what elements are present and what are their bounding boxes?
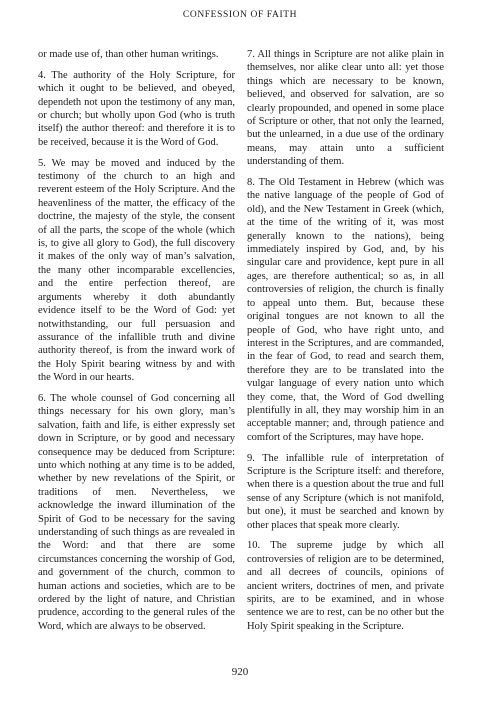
paragraph-7: 7. All things in Scripture are not alike plain in themselves, nor alike clear unto all: yet those things which are necessary to be known, believed, and observed for salvation, are so clearly propounded, and opened in some place of Scripture or other, that not only the learned, but the unlearned, in a due use of the ordinary means, may attain unto a sufficient understanding of them. — [247, 49, 444, 168]
paragraph-8: 8. The Old Testament in Hebrew (which was the native language of the people of God of old), and the New Testament in Greek (which, at the time of the writing of it, was most generally known to the nations), being immediately inspired by God, and, by his singular care and providence, kept pure in all ages, are therefore authentical; so as, in all controversies of religion, the church is finally to appeal unto them. But, because these original tongues are not known to all the people of God, who have right unto, and interest in the Scriptures, and are commanded, in the fear of God, to read and search them, therefore they are to be translated into the vulgar language of every nation unto which they come, that, the Word of God dwelling plentifully in all, they may worship him in an acceptable manner; and, through patience and comfort of the Scriptures, may have hope. — [247, 177, 444, 443]
paragraph-continuation: or made use of, than other human writings. — [38, 49, 219, 60]
left-column — [38, 48, 235, 641]
paragraph-9: 9. The infallible rule of interpretation of Scripture is the Scripture itself: and therefore, when there is a question about the true and full sense of any Scripture (which is not manifold, but one), it must be searched and known by other places that speak more clearly. — [247, 452, 444, 531]
paragraph-10: 10. The supreme judge by which all controversies of religion are to be determined, and all decrees of councils, opinions of ancient writers, doctrines of men, and private spirits, are to be examined, and in whose sentence we are to rest, can be no other but the Holy Spirit speaking in the Scripture. — [247, 540, 444, 632]
page-number: 920 — [231, 666, 249, 678]
running-header: CONFESSION OF FAITH — [182, 10, 298, 20]
right-column — [247, 48, 444, 641]
paragraph-6: 6. The whole counsel of God concerning all things necessary for his own glory, man’s salvation, faith and life, is either expressly set down in Scripture, or by good and necessary consequence may be deduced from Scripture: unto which nothing at any time is to be added, whether by new revelations of the Spirit, or traditions of men. Nevertheless, we acknowledge the inward illumination of the Spirit of God to be necessary for the saving understanding of such things as are revealed in the Word: and that there are some circumstances concerning the worship of God, and government of the church, common to human actions and societies, which are to be ordered by the light of nature, and Christian prudence, according to the general rules of the Word, which are always to be observed. — [38, 392, 235, 632]
paragraph-4: 4. The authority of the Holy Scripture, for which it ought to be believed, and obeyed, dependeth not upon the testimony of any man, or church; but wholly upon God (who is truth itself) the author thereof: and therefore it is to be received, because it is the Word of God. — [38, 69, 235, 148]
paragraph-5: 5. We may be moved and induced by the testimony of the church to an high and reverent esteem of the Holy Scripture. And the heavenliness of the matter, the efficacy of the doctrine, the majesty of the style, the consent of all the parts, the scope of the whole (which is, to give all glory to God), the full discovery it makes of the only way of man’s salvation, the many other incomparable excellencies, and the entire perfection thereof, are arguments whereby it doth abundantly evidence itself to be the Word of God: yet notwithstanding, our full persuasion and assurance of the infallible truth and divine authority thereof, is from the inward work of the Holy Spirit bearing witness by and with the Word in our hearts. — [38, 157, 235, 384]
